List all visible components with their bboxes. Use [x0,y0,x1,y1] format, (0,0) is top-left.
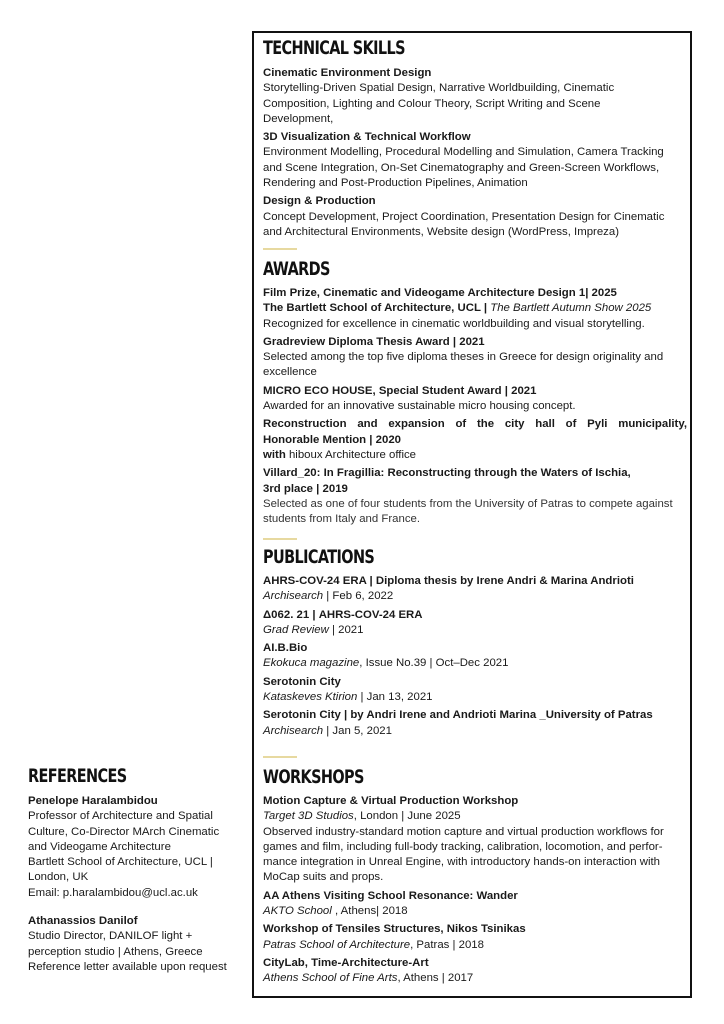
award-description: Awarded for an innovative sustainable micro housing concept. [263,400,576,413]
workshop-description: games and film, including full-body tracking, calibration, locomotion, and perfor- [263,840,663,853]
award-entry [263,286,687,332]
publication-title: Serotonin City | by Andri Irene and Andrioti Marina _University of Patras [263,709,653,722]
references-heading: REFERENCES [28,765,127,787]
award-description: Selected as one of four students from the University of Patras to compete against [263,497,673,510]
section-divider [263,248,297,250]
award-event: The Bartlett Autumn Show 2025 [490,302,652,315]
publication-detail: | Jan 5, 2021 [323,724,392,737]
publication-detail: | Jan 13, 2021 [357,691,433,704]
workshops-section [263,767,687,987]
skill-line: Composition, Lighting and Colour Theory, Script Writing and Scene [263,97,601,110]
technical-skills-section [263,38,687,240]
award-title: 3rd place | 2019 [263,482,348,495]
workshop-host: Target 3D Studios [263,810,354,823]
skill-group [263,66,687,127]
workshop-description: mance integration in Unreal Engine, with introductory hands-on interaction with [263,856,660,869]
publications-heading: PUBLICATIONS [263,546,375,568]
publication-title: Serotonin City [263,675,341,688]
workshop-entry [263,889,687,920]
publication-entry [263,608,687,639]
award-entry [263,417,687,463]
workshop-host: Athens School of Fine Arts [263,972,398,985]
award-description: students from Italy and France. [263,513,421,526]
workshop-entry [263,956,687,987]
reference-line: Bartlett School of Architecture, UCL | [28,856,213,869]
skill-line: Development, [263,112,334,125]
workshop-description: Observed industry-standard motion capture and virtual production workflows for [263,825,664,838]
reference-line: Culture, Co-Director MArch Cinematic [28,825,220,838]
publication-detail: | Feb 6, 2022 [323,590,394,603]
workshop-host: Patras School of Architecture [263,938,411,951]
award-title: Villard_20: In Fragillia: Reconstructing through the Waters of Ischia, [263,467,631,480]
publication-entry [263,641,687,672]
workshop-host: AKTO School [263,905,332,918]
awards-section [263,259,687,527]
award-description: excellence [263,366,317,379]
section-divider [263,538,297,540]
workshop-title: Workshop of Tensiles Structures, Nikos Tsinikas [263,923,526,936]
publication-title: AI.B.Bio [263,642,308,655]
skill-group [263,194,687,240]
reference-email: Email: p.haralambidou@ucl.ac.uk [28,886,198,899]
reference-name: Athanassios Danilof [28,915,138,928]
award-title: MICRO ECO HOUSE, Special Student Award | 2021 [263,384,537,397]
publication-entry [263,675,687,706]
publication-entry [263,708,687,739]
reference-line: London, UK [28,871,89,884]
skill-group-title: Design & Production [263,195,376,208]
reference-line: and Videogame Architecture [28,840,171,853]
reference-line: Reference letter available upon request [28,960,227,973]
publication-detail: | 2021 [328,623,364,636]
workshop-description: MoCap suits and props. [263,871,384,884]
workshop-detail: , London | June 2025 [353,810,461,823]
publication-title: AHRS-COV-24 ERA | Diploma thesis by Irene Andri & Marina Andrioti [263,575,634,587]
publication-source: Archisearch [263,724,324,737]
award-entry [263,384,687,415]
publication-detail: , Issue No.39 | Oct–Dec 2021 [359,657,509,670]
award-partner: hiboux Architecture office [288,448,417,461]
workshop-title: Motion Capture & Virtual Production Workshop [263,795,519,807]
workshop-detail: , Athens| 2018 [331,905,408,918]
award-title: Honorable Mention | 2020 [263,433,402,446]
skill-line: Storytelling-Driven Spatial Design, Narrative Worldbuilding, Cinematic [263,82,615,95]
skill-line: and Architectural Environments, Website design (WordPress, Impreza) [263,225,620,238]
publications-section [263,547,687,739]
skill-line: and Scene Integration, On-Set Cinematography and Green-Screen Workflows, [263,161,660,174]
workshop-entry [263,922,687,953]
award-entry [263,466,687,527]
skill-group-title: Cinematic Environment Design [263,67,432,79]
references-section [28,766,246,975]
publication-source: Kataskeves Ktirion [263,691,358,704]
reference-line: Studio Director, DANILOF light + [28,930,193,943]
skill-group-title: 3D Visualization & Technical Workflow [263,131,471,144]
workshops-heading: WORKSHOPS [263,766,364,788]
reference-entry [28,914,246,975]
workshop-detail: , Patras | 2018 [410,938,484,951]
award-with: with [263,448,289,461]
awards-heading: AWARDS [263,258,330,280]
publication-title: Δ062. 21 | AHRS-COV-24 ERA [263,608,423,621]
publication-source: Archisearch [263,590,324,603]
reference-entry [28,794,246,901]
award-institution: The Bartlett School of Architecture, UCL | [263,302,491,315]
workshop-detail: , Athens | 2017 [397,972,474,985]
award-title: Gradreview Diploma Thesis Award | 2021 [263,335,485,348]
award-title: Reconstruction and expansion of the city hall of Pyli municipality, [263,418,687,431]
award-description: Recognized for excellence in cinematic worldbuilding and visual storytelling. [263,317,645,330]
publication-entry [263,574,687,605]
skill-line: Concept Development, Project Coordination, Presentation Design for Cinematic [263,210,665,223]
workshop-title: CityLab, Time-Architecture-Art [263,956,429,969]
publication-source: Grad Review [263,623,329,636]
technical-skills-heading: TECHNICAL SKILLS [263,37,405,59]
section-divider [263,756,297,758]
workshop-title: AA Athens Visiting School Resonance: Wander [263,889,518,902]
award-title: Film Prize, Cinematic and Videogame Architecture Design 1| 2025 [263,287,617,299]
reference-line: perception studio | Athens, Greece [28,945,203,958]
award-description: Selected among the top five diploma theses in Greece for design originality and [263,351,664,364]
award-entry [263,335,687,381]
publication-source: Ekokuca magazine [263,657,360,670]
workshop-entry [263,794,687,886]
reference-line: Professor of Architecture and Spatial [28,810,213,823]
skill-group [263,130,687,191]
skill-line: Rendering and Post-Production Pipelines, Animation [263,177,528,190]
skill-line: Environment Modelling, Procedural Modelling and Simulation, Camera Tracking [263,146,664,159]
reference-name: Penelope Haralambidou [28,795,158,807]
